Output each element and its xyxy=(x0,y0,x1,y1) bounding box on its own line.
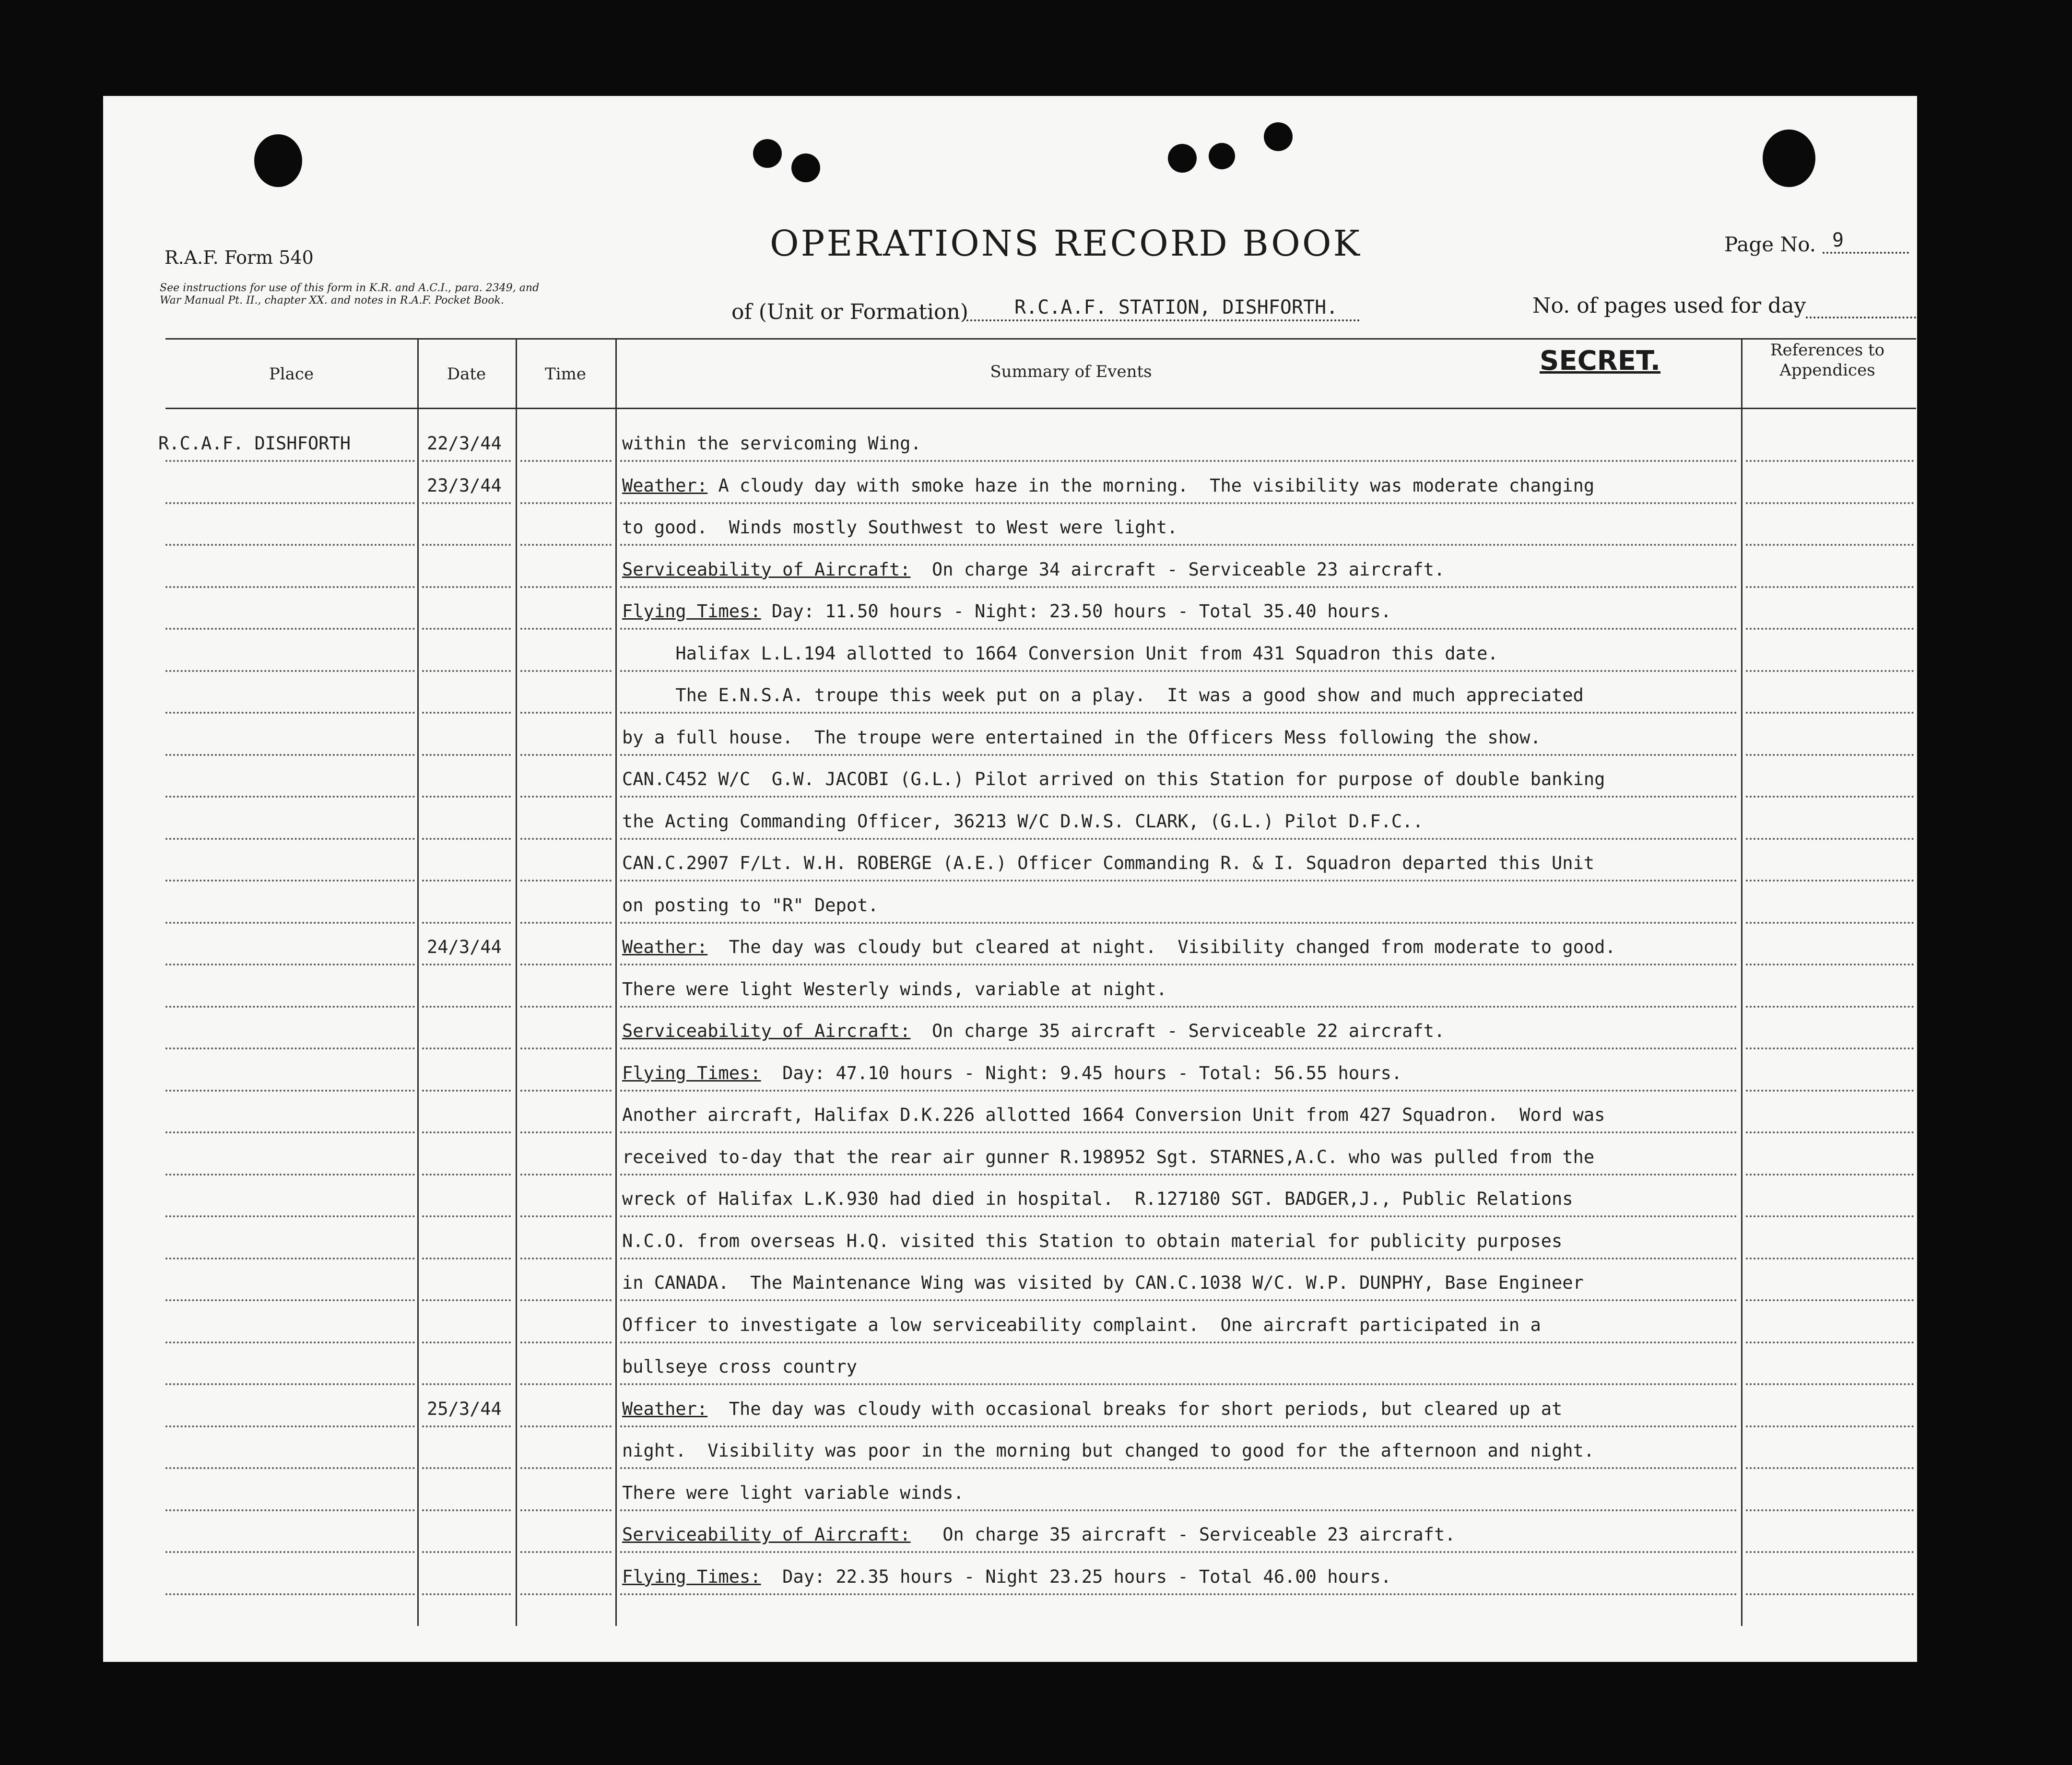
page-title: OPERATIONS RECORD BOOK xyxy=(770,223,1362,264)
punch-hole xyxy=(1763,129,1815,187)
row-dotted-rule xyxy=(1746,1090,1914,1092)
row-summary-text: Halifax L.L.194 allotted to 1664 Conversion Unit from 431 Squadron this date. xyxy=(622,643,1498,664)
row-dotted-rule xyxy=(165,1047,415,1049)
row-summary xyxy=(622,643,1498,664)
row-dotted-rule xyxy=(520,1090,612,1092)
row-dotted-rule xyxy=(1746,1551,1914,1553)
unit-dotted-line xyxy=(966,319,1360,321)
row-dotted-rule xyxy=(422,712,511,714)
row-summary-text: A cloudy day with smoke haze in the morning. The visibility was moderate changing xyxy=(707,475,1595,496)
row-summary xyxy=(622,1315,1541,1335)
row-summary-text: CAN.C.2907 F/Lt. W.H. ROBERGE (A.E.) Officer Commanding R. & I. Squadron departed this Unit xyxy=(622,853,1595,873)
row-dotted-rule xyxy=(422,1425,511,1427)
row-summary-heading: Serviceability of Aircraft: xyxy=(622,1021,911,1041)
row-dotted-rule xyxy=(165,1299,415,1301)
row-summary xyxy=(622,1566,1391,1587)
row-summary xyxy=(622,1063,1402,1083)
row-dotted-rule xyxy=(520,796,612,798)
row-summary xyxy=(622,517,1177,538)
row-dotted-rule xyxy=(1746,796,1914,798)
row-dotted-rule xyxy=(1746,1509,1914,1511)
row-dotted-rule xyxy=(165,544,415,546)
row-summary-text: Another aircraft, Halifax D.K.226 allotted 1664 Conversion Unit from 427 Squadron. Word was xyxy=(622,1105,1605,1125)
row-dotted-rule xyxy=(520,754,612,756)
row-summary xyxy=(622,727,1541,748)
row-summary-text: CAN.C452 W/C G.W. JACOBI (G.L.) Pilot arrived on this Station for purpose of double banking xyxy=(622,769,1605,789)
row-dotted-rule xyxy=(422,1174,511,1176)
row-dotted-rule xyxy=(1746,1047,1914,1049)
row-date: 24/3/44 xyxy=(427,937,502,957)
row-dotted-rule xyxy=(520,1215,612,1217)
row-dotted-rule xyxy=(1746,628,1914,630)
column-divider xyxy=(1741,338,1742,1626)
row-date: 23/3/44 xyxy=(427,475,502,496)
row-dotted-rule xyxy=(520,1509,612,1511)
row-dotted-rule xyxy=(165,1174,415,1176)
column-divider xyxy=(516,338,517,1626)
row-dotted-rule xyxy=(520,670,612,672)
row-dotted-rule xyxy=(520,1174,612,1176)
row-dotted-rule xyxy=(620,1047,1738,1049)
row-summary xyxy=(622,1147,1594,1167)
row-dotted-rule xyxy=(620,1341,1738,1343)
row-dotted-rule xyxy=(1746,712,1914,714)
row-summary-text: The E.N.S.A. troupe this week put on a play. It was a good show and much appreciated xyxy=(622,685,1584,706)
row-summary-text: night. Visibility was poor in the morning but changed to good for the afternoon and night. xyxy=(622,1440,1595,1461)
row-dotted-rule xyxy=(1746,838,1914,840)
row-summary-heading: Weather: xyxy=(622,937,708,957)
row-dotted-rule xyxy=(620,670,1738,672)
punch-hole xyxy=(254,134,302,187)
row-dotted-rule xyxy=(620,754,1738,756)
row-dotted-rule xyxy=(620,1215,1738,1217)
row-dotted-rule xyxy=(520,1425,612,1427)
row-dotted-rule xyxy=(520,838,612,840)
row-dotted-rule xyxy=(620,586,1738,588)
row-dotted-rule xyxy=(165,1551,415,1553)
row-dotted-rule xyxy=(165,1090,415,1092)
row-dotted-rule xyxy=(1746,754,1914,756)
row-summary xyxy=(622,853,1594,873)
row-dotted-rule xyxy=(520,1383,612,1385)
row-dotted-rule xyxy=(422,1341,511,1343)
row-summary-text: to good. Winds mostly Southwest to West were light. xyxy=(622,517,1178,538)
record-sheet xyxy=(103,96,1917,1662)
row-dotted-rule xyxy=(520,1341,612,1343)
header-top-rule xyxy=(165,338,1916,340)
row-summary-heading: Serviceability of Aircraft: xyxy=(622,559,911,580)
row-summary xyxy=(622,811,1424,832)
row-dotted-rule xyxy=(1746,502,1914,504)
punch-hole xyxy=(1168,144,1197,173)
row-summary xyxy=(622,979,1167,1000)
row-dotted-rule xyxy=(520,460,612,462)
row-dotted-rule xyxy=(520,712,612,714)
row-dotted-rule xyxy=(620,460,1738,462)
row-summary xyxy=(622,895,879,916)
row-dotted-rule xyxy=(165,1006,415,1008)
row-dotted-rule xyxy=(620,544,1738,546)
column-header-date: Date xyxy=(447,365,486,384)
row-dotted-rule xyxy=(620,712,1738,714)
row-dotted-rule xyxy=(520,1006,612,1008)
row-dotted-rule xyxy=(620,1131,1738,1133)
row-summary xyxy=(622,475,1594,496)
row-dotted-rule xyxy=(620,796,1738,798)
row-dotted-rule xyxy=(620,1593,1738,1595)
row-dotted-rule xyxy=(1746,1215,1914,1217)
row-dotted-rule xyxy=(422,796,511,798)
row-dotted-rule xyxy=(422,922,511,924)
row-dotted-rule xyxy=(165,922,415,924)
row-dotted-rule xyxy=(520,1258,612,1259)
row-dotted-rule xyxy=(165,1258,415,1259)
row-summary xyxy=(622,1483,964,1503)
row-dotted-rule xyxy=(620,964,1738,965)
row-dotted-rule xyxy=(520,922,612,924)
column-header-place: Place xyxy=(269,365,314,384)
row-dotted-rule xyxy=(165,1383,415,1385)
row-dotted-rule xyxy=(422,880,511,882)
unit-label: of (Unit or Formation) xyxy=(731,300,968,324)
row-dotted-rule xyxy=(422,1006,511,1008)
form-number: R.A.F. Form 540 xyxy=(165,247,314,268)
row-dotted-rule xyxy=(165,1509,415,1511)
row-dotted-rule xyxy=(165,1215,415,1217)
row-dotted-rule xyxy=(422,502,511,504)
page-number-value: 9 xyxy=(1832,229,1844,251)
row-dotted-rule xyxy=(1746,880,1914,882)
row-summary-text: by a full house. The troupe were entertained in the Officers Mess following the show. xyxy=(622,727,1541,748)
row-date: 22/3/44 xyxy=(427,433,502,454)
row-dotted-rule xyxy=(1746,1258,1914,1259)
secret-stamp: SECRET. xyxy=(1540,345,1661,377)
row-dotted-rule xyxy=(1746,1425,1914,1427)
row-dotted-rule xyxy=(520,1467,612,1469)
row-dotted-rule xyxy=(165,712,415,714)
row-dotted-rule xyxy=(165,1593,415,1595)
row-summary-text: Day: 47.10 hours - Night: 9.45 hours - Total: 56.55 hours. xyxy=(761,1062,1402,1083)
row-dotted-rule xyxy=(520,1299,612,1301)
row-dotted-rule xyxy=(520,1551,612,1553)
row-summary xyxy=(622,685,1584,706)
row-summary xyxy=(622,1399,1562,1419)
row-dotted-rule xyxy=(422,1215,511,1217)
row-summary-text: N.C.O. from overseas H.Q. visited this Station to obtain material for publicity purposes xyxy=(622,1230,1563,1251)
row-dotted-rule xyxy=(1746,1131,1914,1133)
row-dotted-rule xyxy=(520,1593,612,1595)
row-dotted-rule xyxy=(620,502,1738,504)
row-summary xyxy=(622,1440,1594,1461)
row-dotted-rule xyxy=(620,1299,1738,1301)
row-dotted-rule xyxy=(1746,1299,1914,1301)
row-summary xyxy=(622,769,1605,789)
row-dotted-rule xyxy=(620,1383,1738,1385)
row-summary-text: On charge 34 aircraft - Serviceable 23 aircraft. xyxy=(910,559,1445,580)
row-dotted-rule xyxy=(1746,1006,1914,1008)
row-dotted-rule xyxy=(422,460,511,462)
row-dotted-rule xyxy=(422,1467,511,1469)
row-dotted-rule xyxy=(165,460,415,462)
punch-hole xyxy=(1264,122,1293,151)
row-summary xyxy=(622,1231,1562,1251)
row-summary-text: within the servicoming Wing. xyxy=(622,433,921,454)
row-summary-heading: Serviceability of Aircraft: xyxy=(622,1524,911,1545)
row-dotted-rule xyxy=(1746,1174,1914,1176)
row-summary-text: There were light variable winds. xyxy=(622,1482,964,1503)
row-dotted-rule xyxy=(620,1006,1738,1008)
column-divider xyxy=(615,338,617,1626)
row-dotted-rule xyxy=(165,502,415,504)
row-dotted-rule xyxy=(520,1047,612,1049)
row-dotted-rule xyxy=(620,1551,1738,1553)
row-summary xyxy=(622,1356,857,1377)
column-divider xyxy=(417,338,419,1626)
row-dotted-rule xyxy=(620,1258,1738,1259)
row-summary-text: wreck of Halifax L.K.930 had died in hospital. R.127180 SGT. BADGER,J., Public Relations xyxy=(622,1188,1573,1209)
row-dotted-rule xyxy=(620,1174,1738,1176)
row-summary xyxy=(622,1272,1584,1293)
row-summary xyxy=(622,559,1445,580)
row-dotted-rule xyxy=(1746,1341,1914,1343)
row-summary-text: The day was cloudy but cleared at night. Visibility changed from moderate to good. xyxy=(707,937,1616,957)
row-dotted-rule xyxy=(165,964,415,965)
row-dotted-rule xyxy=(1746,460,1914,462)
row-place: R.C.A.F. DISHFORTH xyxy=(158,433,351,454)
row-dotted-rule xyxy=(422,1131,511,1133)
row-dotted-rule xyxy=(422,1509,511,1511)
row-summary-text: bullseye cross country xyxy=(622,1356,858,1377)
row-summary-text: Day: 22.35 hours - Night 23.25 hours - Total 46.00 hours. xyxy=(761,1566,1391,1587)
row-dotted-rule xyxy=(620,1090,1738,1092)
column-header-summary: Summary of Events xyxy=(990,362,1152,381)
column-header-time: Time xyxy=(545,365,586,384)
row-summary-text: in CANADA. The Maintenance Wing was visited by CAN.C.1038 W/C. W.P. DUNPHY, Base Engineer xyxy=(622,1272,1584,1293)
row-dotted-rule xyxy=(1746,670,1914,672)
row-dotted-rule xyxy=(620,1509,1738,1511)
row-dotted-rule xyxy=(620,838,1738,840)
row-dotted-rule xyxy=(422,1551,511,1553)
row-dotted-rule xyxy=(1746,1467,1914,1469)
row-dotted-rule xyxy=(165,796,415,798)
row-dotted-rule xyxy=(520,880,612,882)
punch-hole xyxy=(753,139,782,168)
row-dotted-rule xyxy=(422,1047,511,1049)
row-summary-text: Officer to investigate a low serviceability complaint. One aircraft participated in a xyxy=(622,1314,1541,1335)
row-dotted-rule xyxy=(422,1383,511,1385)
row-dotted-rule xyxy=(422,1090,511,1092)
row-summary-text: On charge 35 aircraft - Serviceable 22 aircraft. xyxy=(910,1021,1445,1041)
row-dotted-rule xyxy=(520,1131,612,1133)
row-date: 25/3/44 xyxy=(427,1398,502,1419)
row-dotted-rule xyxy=(620,880,1738,882)
form-instructions: See instructions for use of this form in K.R. and A.C.I., para. 2349, and War Manual Pt. II., chapter XX. and notes in R.A.F. Pocket Book. xyxy=(160,282,540,306)
row-dotted-rule xyxy=(520,502,612,504)
row-summary-text: on posting to "R" Depot. xyxy=(622,894,879,916)
row-summary xyxy=(622,433,921,454)
row-summary-heading: Flying Times: xyxy=(622,1566,761,1587)
punch-hole xyxy=(1209,143,1235,169)
row-dotted-rule xyxy=(620,628,1738,630)
row-dotted-rule xyxy=(165,628,415,630)
row-dotted-rule xyxy=(165,586,415,588)
row-dotted-rule xyxy=(422,544,511,546)
row-summary xyxy=(622,1021,1445,1041)
row-dotted-rule xyxy=(1746,964,1914,965)
row-dotted-rule xyxy=(165,670,415,672)
unit-value: R.C.A.F. STATION, DISHFORTH. xyxy=(1014,296,1338,318)
row-dotted-rule xyxy=(520,964,612,965)
row-dotted-rule xyxy=(422,1299,511,1301)
row-dotted-rule xyxy=(422,1258,511,1259)
row-summary xyxy=(622,1524,1456,1545)
row-summary-text: On charge 35 aircraft - Serviceable 23 aircraft. xyxy=(910,1524,1456,1545)
page-number-label: Page No. xyxy=(1724,233,1816,256)
row-dotted-rule xyxy=(422,754,511,756)
row-dotted-rule xyxy=(422,586,511,588)
row-dotted-rule xyxy=(520,586,612,588)
row-summary xyxy=(622,1105,1605,1125)
row-summary xyxy=(622,937,1616,957)
row-dotted-rule xyxy=(620,1425,1738,1427)
row-dotted-rule xyxy=(1746,1593,1914,1595)
header-bottom-rule xyxy=(165,408,1916,409)
row-dotted-rule xyxy=(422,670,511,672)
row-summary-text: Day: 11.50 hours - Night: 23.50 hours - Total 35.40 hours. xyxy=(761,601,1391,622)
row-dotted-rule xyxy=(520,544,612,546)
row-summary-heading: Flying Times: xyxy=(622,1062,761,1083)
row-summary xyxy=(622,601,1391,622)
row-dotted-rule xyxy=(620,922,1738,924)
row-dotted-rule xyxy=(165,1425,415,1427)
row-summary xyxy=(622,1188,1573,1209)
row-dotted-rule xyxy=(422,964,511,965)
row-summary-heading: Weather: xyxy=(622,475,708,496)
row-dotted-rule xyxy=(165,1341,415,1343)
row-dotted-rule xyxy=(1746,1383,1914,1385)
row-dotted-rule xyxy=(422,1593,511,1595)
row-dotted-rule xyxy=(165,1467,415,1469)
pages-used-label: No. of pages used for day xyxy=(1532,294,1806,318)
row-summary-heading: Flying Times: xyxy=(622,601,761,622)
punch-hole xyxy=(791,153,820,182)
page-dotted-line xyxy=(1823,252,1909,254)
row-dotted-rule xyxy=(422,838,511,840)
row-dotted-rule xyxy=(520,628,612,630)
row-dotted-rule xyxy=(1746,922,1914,924)
row-dotted-rule xyxy=(165,838,415,840)
row-dotted-rule xyxy=(165,880,415,882)
row-summary-heading: Weather: xyxy=(622,1398,708,1419)
row-dotted-rule xyxy=(1746,586,1914,588)
row-summary-text: There were light Westerly winds, variable at night. xyxy=(622,978,1167,1000)
row-summary-text: the Acting Commanding Officer, 36213 W/C D.W.S. CLARK, (G.L.) Pilot D.F.C.. xyxy=(622,811,1424,832)
pages-used-dotted-line xyxy=(1806,317,1916,318)
row-summary-text: The day was cloudy with occasional breaks for short periods, but cleared up at xyxy=(707,1398,1563,1419)
row-dotted-rule xyxy=(165,754,415,756)
row-dotted-rule xyxy=(1746,544,1914,546)
column-header-references: References to Appendices xyxy=(1770,341,1885,380)
row-dotted-rule xyxy=(620,1467,1738,1469)
row-dotted-rule xyxy=(422,628,511,630)
row-dotted-rule xyxy=(165,1131,415,1133)
row-summary-text: received to-day that the rear air gunner R.198952 Sgt. STARNES,A.C. who was pulled from the xyxy=(622,1146,1595,1167)
